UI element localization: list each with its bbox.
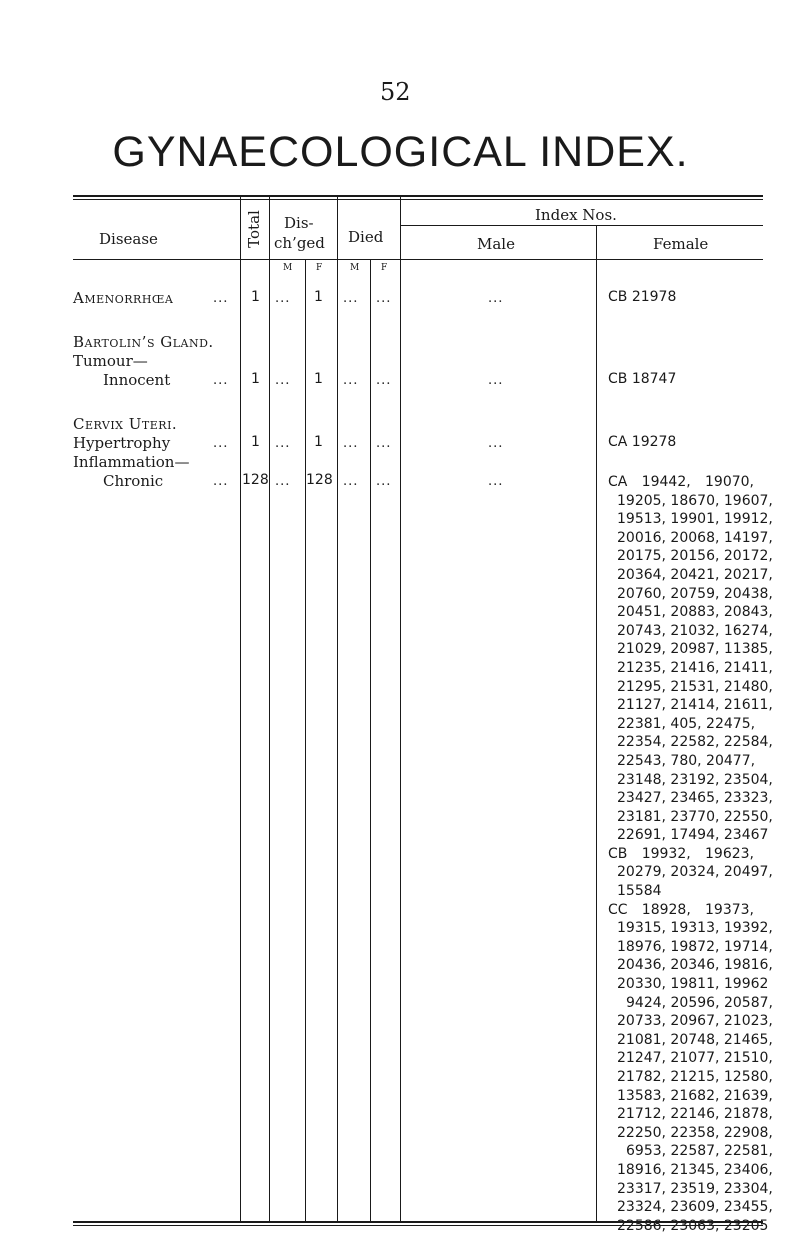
female-index-line: 23317, 23519, 23304, xyxy=(617,1180,773,1197)
female-index-line: 22691, 17494, 23467 xyxy=(617,827,769,844)
cell-total: 128 xyxy=(242,472,269,488)
female-index-line: 23324, 23609, 23455, xyxy=(617,1199,773,1216)
female-index-line: 13583, 21682, 21639, xyxy=(617,1087,773,1104)
cell-empty: ... xyxy=(376,373,392,388)
female-index-line: 15584 xyxy=(617,883,662,900)
col-rule-total-left xyxy=(240,197,241,1221)
cell-discharged-f: 1 xyxy=(314,371,323,387)
female-index-line: 19205, 18670, 19607, xyxy=(617,492,773,509)
female-index-line: 22543, 780, 20477, xyxy=(617,752,756,769)
cell-male-empty: ... xyxy=(488,436,504,451)
row-dots: ... xyxy=(213,373,229,388)
row-label-amenorrhoea: Amenorrhœa xyxy=(73,289,174,307)
female-index-line: 21235, 21416, 21411, xyxy=(617,659,773,676)
female-index-line: 20279, 20324, 20497, xyxy=(617,864,773,881)
table-top-rule xyxy=(73,195,763,197)
cell-male-empty: ... xyxy=(488,373,504,388)
cell-empty: ... xyxy=(376,436,392,451)
cell-male-empty: ... xyxy=(488,474,504,489)
col-rule-discharged-mid xyxy=(305,260,306,1221)
subheader-discharged-m: M xyxy=(283,263,293,273)
female-index-line: 21247, 21077, 21510, xyxy=(617,1050,773,1067)
female-index-line: 21712, 22146, 21878, xyxy=(617,1106,773,1123)
female-index-line: 21295, 21531, 21480, xyxy=(617,678,773,695)
female-index-list xyxy=(608,473,773,1235)
female-index-line: 20743, 21032, 16274, xyxy=(617,622,773,639)
cell-empty: ... xyxy=(275,436,291,451)
header-index-nos: Index Nos. xyxy=(535,206,617,224)
female-index-line: 6953, 22587, 22581, xyxy=(626,1143,773,1160)
female-index-line: 20364, 20421, 20217, xyxy=(617,566,773,583)
col-rule-died-right xyxy=(400,197,401,1221)
col-rule-discharged-right xyxy=(337,197,338,1221)
section-label-bartolin: Bartolin’s Gland. xyxy=(73,333,214,351)
female-index-line: CC 18928, 19373, xyxy=(608,901,754,918)
page-number: 52 xyxy=(380,78,411,106)
subsection-label-inflammation: Inflammation— xyxy=(73,453,190,471)
cell-female-index: CB 21978 xyxy=(608,289,677,305)
table-top-rule-inner xyxy=(73,199,763,200)
female-index-line: 18976, 19872, 19714, xyxy=(617,938,773,955)
cell-empty: ... xyxy=(343,436,359,451)
female-index-line: CA 19442, 19070, xyxy=(608,474,754,490)
cell-empty: ... xyxy=(275,291,291,306)
cell-discharged-f: 1 xyxy=(314,289,323,305)
female-index-line: 22354, 22582, 22584, xyxy=(617,734,773,751)
female-index-line: 21782, 21215, 12580, xyxy=(617,1069,773,1085)
row-dots: ... xyxy=(213,436,229,451)
cell-total: 1 xyxy=(251,434,260,450)
female-index-line: 22586, 23063, 23205 xyxy=(617,1217,769,1234)
cell-male-empty: ... xyxy=(488,291,504,306)
row-label-hypertrophy: Hypertrophy xyxy=(73,434,171,452)
page-title: GYNAECOLOGICAL INDEX. xyxy=(112,128,689,176)
female-index-line: 20436, 20346, 19816, xyxy=(617,957,773,974)
female-index-line: 20451, 20883, 20843, xyxy=(617,604,773,621)
cell-empty: ... xyxy=(343,291,359,306)
row-dots: ... xyxy=(213,291,229,306)
header-disease: Disease xyxy=(99,230,158,248)
col-rule-male-right xyxy=(596,226,597,1221)
female-index-line: 20733, 20967, 21023, xyxy=(617,1013,773,1030)
col-rule-died-mid xyxy=(370,260,371,1221)
header-discharged-line2: ch’ged xyxy=(274,234,325,252)
col-rule-total-right xyxy=(269,197,270,1221)
female-index-line: 22250, 22358, 22908, xyxy=(617,1124,773,1141)
cell-discharged-f: 128 xyxy=(306,472,333,488)
female-index-line: 21127, 21414, 21611, xyxy=(617,697,773,714)
header-discharged-line1: Dis- xyxy=(284,214,314,232)
subheader-died-m: M xyxy=(350,263,360,273)
female-index-line: 20016, 20068, 14197, xyxy=(617,529,773,546)
cell-total: 1 xyxy=(251,289,260,305)
female-index-line: 20175, 20156, 20172, xyxy=(617,548,773,565)
row-dots: ... xyxy=(213,474,229,489)
female-index-line: 21029, 20987, 11385, xyxy=(617,641,773,658)
female-index-line: 18916, 21345, 23406, xyxy=(617,1161,773,1178)
female-index-line: 20330, 19811, 19962 xyxy=(617,976,769,993)
header-female: Female xyxy=(653,235,709,253)
cell-empty: ... xyxy=(343,373,359,388)
female-index-line: 20760, 20759, 20438, xyxy=(617,585,773,602)
cell-empty: ... xyxy=(376,474,392,489)
cell-empty: ... xyxy=(343,474,359,489)
section-label-cervix: Cervix Uteri. xyxy=(73,415,178,433)
index-divider xyxy=(400,225,763,226)
cell-discharged-f: 1 xyxy=(314,434,323,450)
cell-empty: ... xyxy=(275,373,291,388)
cell-empty: ... xyxy=(376,291,392,306)
header-divider xyxy=(73,259,763,260)
header-total: Total xyxy=(245,210,263,248)
subheader-died-f: F xyxy=(381,263,388,273)
female-index-line: 23148, 23192, 23504, xyxy=(617,771,773,788)
header-male: Male xyxy=(477,235,515,253)
female-index-line: 9424, 20596, 20587, xyxy=(626,994,773,1011)
header-died: Died xyxy=(348,228,384,246)
cell-empty: ... xyxy=(275,474,291,489)
row-label-innocent: Innocent xyxy=(103,371,171,389)
female-index-line: 22381, 405, 22475, xyxy=(617,715,756,732)
female-index-line: 21081, 20748, 21465, xyxy=(617,1031,773,1048)
cell-female-index: CA 19278 xyxy=(608,434,677,450)
subsection-label: Tumour— xyxy=(73,352,148,370)
female-index-line: CB 19932, 19623, xyxy=(608,845,754,862)
cell-total: 1 xyxy=(251,371,260,387)
female-index-line: 23181, 23770, 22550, xyxy=(617,808,773,825)
subheader-discharged-f: F xyxy=(316,263,323,273)
female-index-line: 23427, 23465, 23323, xyxy=(617,790,773,807)
female-index-line: 19315, 19313, 19392, xyxy=(617,920,773,937)
female-index-line: 19513, 19901, 19912, xyxy=(617,511,773,528)
row-label-chronic: Chronic xyxy=(103,472,164,490)
cell-female-index: CB 18747 xyxy=(608,371,677,387)
